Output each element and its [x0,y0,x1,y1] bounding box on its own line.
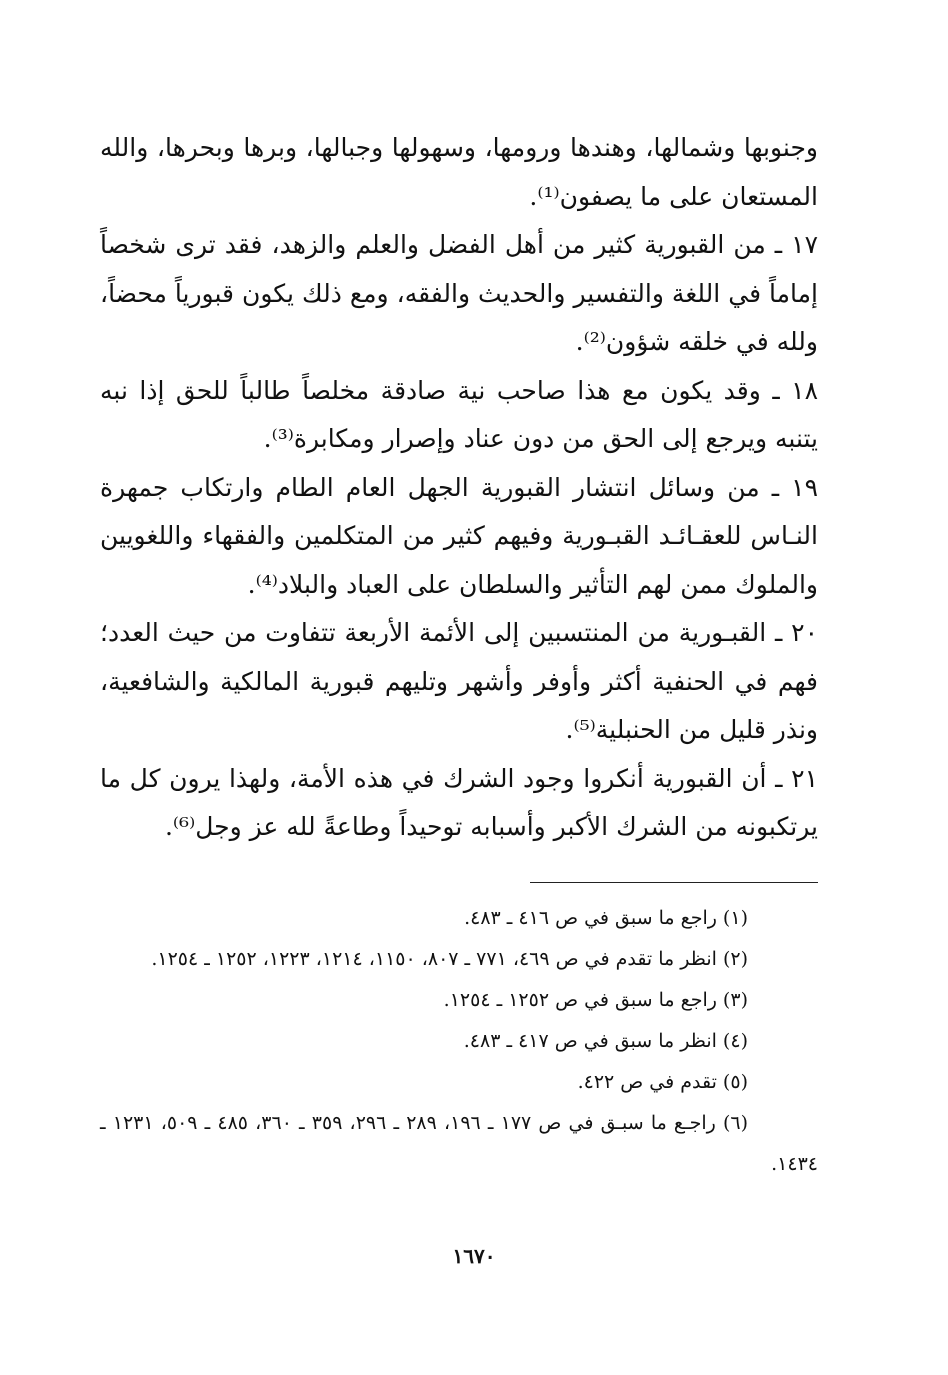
footnote-5: (٥) تقدم في ص ٤٢٢. [577,1071,748,1093]
footnote-4: (٤) انظر ما سبق في ص ٤١٧ ـ ٤٨٣. [463,1030,748,1052]
main-text [100,124,818,852]
footnote-separator [530,882,818,883]
footnote-2: (٢) انظر ما تقدم في ص ٤٦٩، ٧٧١ ـ ٨٠٧، ١١٥٠، ١٢١٤، ١٢٢٣، ١٢٥٢ ـ ١٢٥٤. [151,948,748,970]
footnotes [100,898,818,1185]
paragraph-19: ١٩ ـ من وسائل انتشار القبورية الجهل العام الطام وارتكاب جمهرة النـاس للعقـائـد القبـورية وفيهم كثير من المتكلمين والفقهاء واللغويين والملوك ممن لهم التأثير والسلطان على العباد والبلاد⁽⁴⁾. [100,472,818,599]
paragraph-18: ١٨ ـ وقد يكون مع هذا صاحب نية صادقة مخلصاً طالباً للحق إذا نبه يتنبه ويرجع إلى الحق من دون عناد وإصرار ومكابرة⁽³⁾. [100,375,818,453]
paragraph-17: ١٧ ـ من القبورية كثير من أهل الفضل والعلم والزهد، فقد ترى شخصاً إماماً في اللغة والتفسير والحديث والفقه، ومع ذلك يكون قبورياً محضاً، ولله في خلقه شؤون⁽²⁾. [100,230,818,356]
paragraph-continuation: وجنوبها وشمالها، وهندها ورومها، وسهولها وجبالها، وبرها وبحرها، والله المستعان على ما يصفون⁽¹⁾. [100,133,818,211]
footnote-6: (٦) راجـع ما سبـق في ص ١٧٧ ـ ١٩٦، ٢٨٩ ـ ٢٩٦، ٣٥٩ ـ ٣٦٠، ٤٨٥ ـ ٥٠٩، ١٢٣١ ـ ١٤٣٤. [100,1112,818,1175]
footnote-3: (٣) راجع ما سبق في ص ١٢٥٢ ـ ١٢٥٤. [443,989,748,1011]
footnote-1: (١) راجع ما سبق في ص ٤١٦ ـ ٤٨٣. [464,907,748,929]
paragraph-20: ٢٠ ـ القبـورية من المنتسبين إلى الأئمة الأربعة تتفاوت من حيث العدد؛ فهم في الحنفية أكثر وأوفر وأشهر وتليهم قبورية المالكية والشافعية، ونذر قليل من الحنبلية⁽⁵⁾. [100,618,818,744]
page-number: ١٦٧٠ [452,1244,496,1268]
paragraph-21: ٢١ ـ أن القبورية أنكروا وجود الشرك في هذه الأمة، ولهذا يرون كل ما يرتكبونه من الشرك الأكبر وأسبابه توحيداً وطاعةً لله عز وجل⁽⁶⁾. [100,763,818,841]
